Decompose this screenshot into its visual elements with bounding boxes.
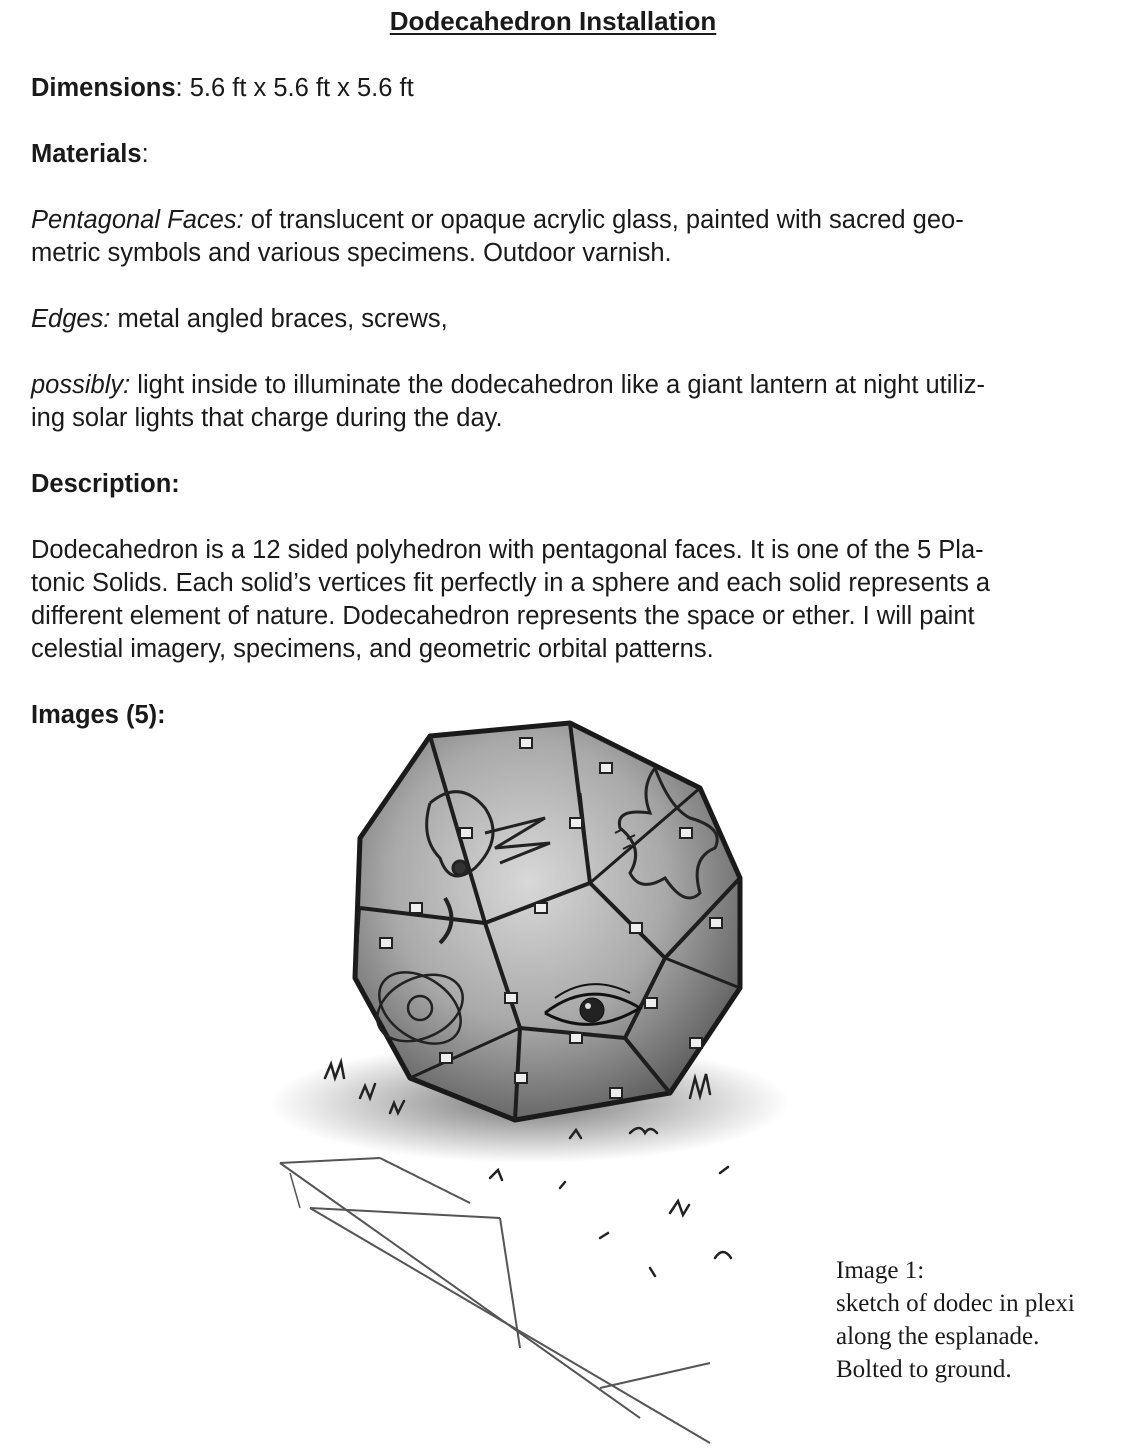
edges-label: Edges: <box>31 305 111 333</box>
images-heading: Images (5): <box>31 701 166 729</box>
materials-suffix: : <box>141 140 149 168</box>
possibly-text: light inside to illuminate the dodecahedron like a giant lantern at night utiliz- <box>130 371 985 399</box>
materials-heading <box>31 138 1101 171</box>
caption-line: sketch of dodec in plexi <box>836 1290 1075 1317</box>
possibly-label: possibly: <box>31 371 131 399</box>
description-line: tonic Solids. Each solid’s vertices fit perfectly in a sphere and each solid represents a <box>31 569 991 597</box>
image-caption <box>836 1254 1121 1386</box>
edges-text: metal angled braces, screws, <box>110 305 448 333</box>
dimensions-line <box>31 72 1101 105</box>
dodecahedron-sketch-image <box>270 708 790 1448</box>
faces-text: of translucent or opaque acrylic glass, painted with sacred geo- <box>243 206 964 234</box>
description-heading: Description: <box>31 470 180 498</box>
materials-label: Materials <box>31 140 142 168</box>
faces-paragraph <box>31 204 1101 270</box>
caption-line: along the esplanade. <box>836 1323 1040 1350</box>
dimensions-label: Dimensions <box>31 74 176 102</box>
page-title: Dodecahedron Installation <box>389 6 717 36</box>
sidewalk-lines <box>280 1158 710 1443</box>
edges-paragraph <box>31 303 1101 336</box>
caption-line: Bolted to ground. <box>836 1356 1012 1383</box>
dimensions-value: : 5.6 ft x 5.6 ft x 5.6 ft <box>175 74 414 102</box>
faces-label: Pentagonal Faces: <box>31 206 244 234</box>
description-line: Dodecahedron is a 12 sided polyhedron with pentagonal faces. It is one of the 5 Pla- <box>31 536 984 564</box>
faces-text-line-2: metric symbols and various specimens. Outdoor varnish. <box>31 239 672 267</box>
description-line: different element of nature. Dodecahedron represents the space or ether. I will paint <box>31 602 975 630</box>
description-paragraph <box>31 534 1101 666</box>
possibly-paragraph <box>31 369 1101 435</box>
dodecahedron-body <box>355 723 740 1120</box>
caption-line: Image 1: <box>836 1257 925 1284</box>
possibly-text-line-2: ing solar lights that charge during the day. <box>31 404 503 432</box>
description-line: celestial imagery, specimens, and geometric orbital patterns. <box>31 635 714 663</box>
